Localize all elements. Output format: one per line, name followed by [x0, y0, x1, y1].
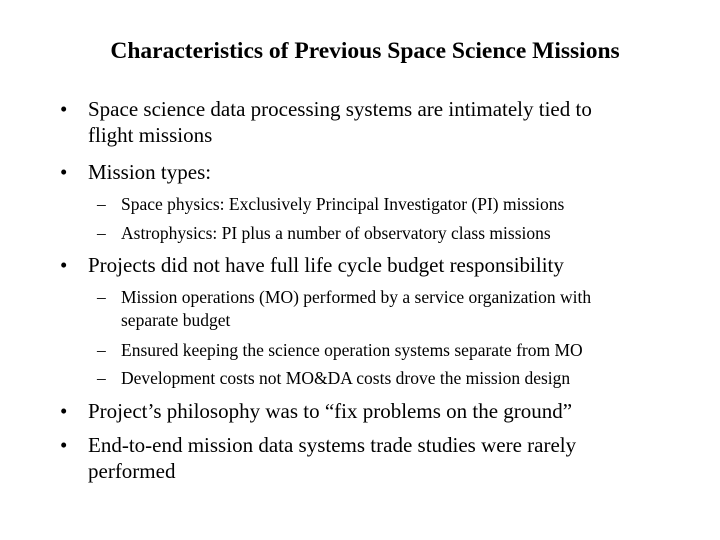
bullet-text-line: performed [88, 459, 176, 483]
bullet-item [60, 96, 700, 148]
bullet-item [60, 432, 576, 484]
dash-icon: – [97, 287, 106, 307]
bullet-text-line: Mission types: [88, 160, 212, 184]
sub-bullet-text-line: Space physics: Exclusively Principal Investigator (PI) missions [121, 194, 565, 214]
dash-icon: – [97, 194, 106, 214]
bullet-icon: • [60, 433, 68, 457]
bullet-icon: • [60, 97, 68, 121]
dash-icon: – [97, 340, 106, 360]
bullet-text-line: Space science data processing systems are intimately tied to [88, 97, 592, 121]
bullet-icon: • [60, 399, 68, 423]
bullet-item [60, 398, 572, 424]
sub-bullet-item [97, 367, 570, 390]
bullet-text-line: Project’s philosophy was to “fix problems on the ground” [88, 399, 573, 423]
bullet-text-line: flight missions [88, 123, 213, 147]
sub-bullet-item [97, 286, 591, 332]
dash-icon: – [97, 223, 106, 243]
sub-bullet-text-line: Mission operations (MO) performed by a service organization with [121, 287, 592, 307]
bullet-text-line: Projects did not have full life cycle budget responsibility [88, 253, 564, 277]
bullet-item [60, 159, 211, 185]
bullet-icon: • [60, 253, 68, 277]
sub-bullet-item [97, 339, 583, 362]
sub-bullet-item [97, 222, 551, 245]
sub-bullet-text-line: Development costs not MO&DA costs drove the mission design [121, 368, 571, 388]
bullet-text-line: End-to-end mission data systems trade studies were rarely [88, 433, 577, 457]
slide-title: Characteristics of Previous Space Science Missions [110, 38, 620, 64]
sub-bullet-text-line: Astrophysics: PI plus a number of observatory class missions [121, 223, 551, 243]
sub-bullet-text-line: separate budget [121, 310, 231, 330]
dash-icon: – [97, 368, 106, 388]
bullet-icon: • [60, 160, 68, 184]
sub-bullet-item [97, 193, 564, 216]
bullet-item [60, 252, 564, 278]
sub-bullet-text-line: Ensured keeping the science operation systems separate from MO [121, 340, 583, 360]
